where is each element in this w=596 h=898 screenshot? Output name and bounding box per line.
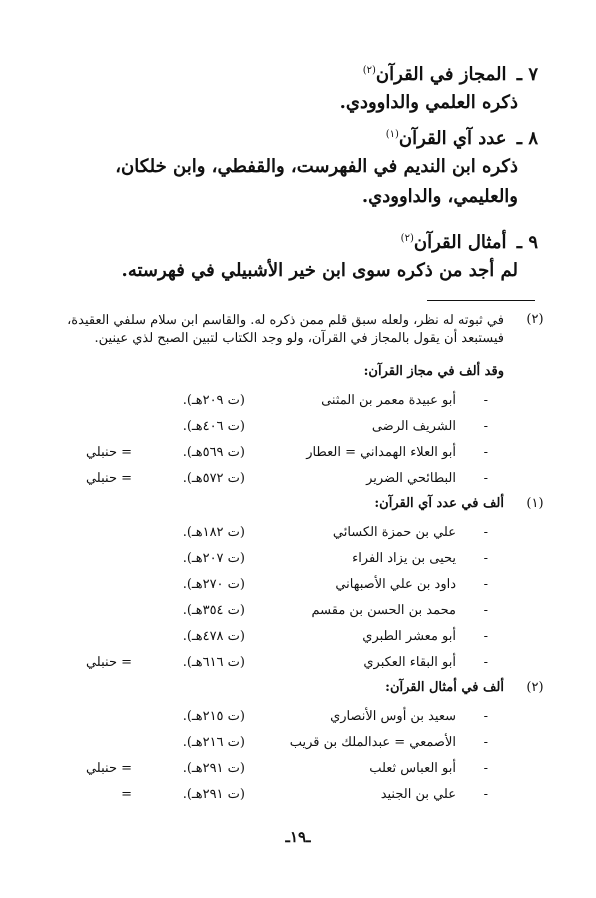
list-item <box>0 416 596 438</box>
scholar-name: أبو العباس ثعلب <box>369 761 456 776</box>
item-8 <box>48 122 538 212</box>
death-date: (ت ٥٦٩هـ). <box>182 445 245 460</box>
item-text: لم أجد من ذكره سوى ابن خير الأشبيلي في فهرسته. <box>121 260 518 281</box>
scholar-name: أبو العلاء الهمداني = العطار <box>306 445 456 460</box>
scholar-name: داود بن علي الأصبهاني <box>335 577 456 592</box>
scholar-name: الشريف الرضى <box>371 419 456 434</box>
footnote-heading: ألف في أمثال القرآن: <box>385 680 504 695</box>
list-dash: - <box>483 603 488 618</box>
scholar-name: البطائحي الضرير <box>366 471 456 486</box>
death-date: (ت ٦١٦هـ). <box>182 655 245 670</box>
list-dash: - <box>483 735 488 750</box>
item-title-text: المجاز في القرآن <box>375 64 507 85</box>
death-date: (ت ٢٩١هـ). <box>182 761 245 776</box>
item-number: ٧ ـ <box>516 64 538 85</box>
list-item <box>0 390 596 412</box>
list-item <box>0 574 596 596</box>
death-date: (ت ٤٧٨هـ). <box>182 629 245 644</box>
list-item <box>0 784 596 806</box>
footnote-text: في ثبوته له نظر، ولعله سبق قلم ممن ذكره له. والقاسم ابن سلام سلفي العقيدة، فيستبعد أن يقول بالمجاز في القرآن، ولو وجد الكتاب لتبين الصبح لذي عينين. <box>67 313 504 346</box>
death-date: (ت ٢١٥هـ). <box>182 709 245 724</box>
scholar-name: أبو معشر الطبري <box>362 629 456 644</box>
scholar-name: أبو عبيدة معمر بن المثنى <box>321 393 456 408</box>
madhhab-note: = حنبلي <box>85 655 132 670</box>
scholar-name: أبو البقاء العكبري <box>363 655 456 670</box>
death-date: (ت ٢٠٩هـ). <box>182 393 245 408</box>
death-date: (ت ٤٠٦هـ). <box>182 419 245 434</box>
list-item <box>0 732 596 754</box>
list-item <box>0 600 596 622</box>
madhhab-note: = <box>121 787 132 802</box>
item-title <box>48 58 538 88</box>
scholar-name: علي بن الجنيد <box>380 787 456 802</box>
item-title <box>48 122 538 152</box>
death-date: (ت ٣٥٤هـ). <box>182 603 245 618</box>
list-dash: - <box>483 629 488 644</box>
scholar-name: علي بن حمزة الكسائي <box>332 525 456 540</box>
death-date: (ت ٥٧٢هـ). <box>182 471 245 486</box>
death-date: (ت ٢١٦هـ). <box>182 735 245 750</box>
footnote-number: (٢) <box>526 312 544 327</box>
page-number: ـ١٩ـ <box>285 828 311 846</box>
list-dash: - <box>483 551 488 566</box>
scholar-name: سعيد بن أوس الأنصاري <box>330 709 456 724</box>
list-item <box>0 706 596 728</box>
list-item <box>0 442 596 464</box>
madhhab-note: = حنبلي <box>85 471 132 486</box>
death-date: (ت ٢٩١هـ). <box>182 787 245 802</box>
list-dash: - <box>483 445 488 460</box>
scholar-name: محمد بن الحسن بن مقسم <box>311 603 456 618</box>
scholar-name: يحيى بن يزاد الفراء <box>352 551 456 566</box>
item-text: ذكره ابن النديم في الفهرست، والقفطي، وابن خلكان، والعليمي، والداوودي. <box>115 156 518 207</box>
death-date: (ت ٢٠٧هـ). <box>182 551 245 566</box>
item-number: ٨ ـ <box>516 128 538 149</box>
list-dash: - <box>483 787 488 802</box>
item-7 <box>48 58 538 118</box>
item-9 <box>48 226 538 286</box>
list-dash: - <box>483 471 488 486</box>
footnote-heading: ألف في عدد آي القرآن: <box>374 496 504 511</box>
death-date: (ت ١٨٢هـ). <box>182 525 245 540</box>
list-item <box>0 468 596 490</box>
list-dash: - <box>483 709 488 724</box>
list-dash: - <box>483 419 488 434</box>
list-dash: - <box>483 525 488 540</box>
list-dash: - <box>483 577 488 592</box>
footnote-ref: (٢) <box>362 65 376 76</box>
list-item <box>0 626 596 648</box>
item-number: ٩ ـ <box>516 232 538 253</box>
list-item <box>0 548 596 570</box>
footnote-number: (٢) <box>526 680 544 695</box>
list-item <box>0 652 596 674</box>
list-dash: - <box>483 655 488 670</box>
item-title-text: عدد آي القرآن <box>398 128 507 149</box>
scholar-name: الأصمعي = عبدالملك بن قريب <box>289 735 456 750</box>
death-date: (ت ٢٧٠هـ). <box>182 577 245 592</box>
madhhab-note: = حنبلي <box>85 445 132 460</box>
footnote-number: (١) <box>526 496 544 511</box>
item-title-text: أمثال القرآن <box>413 232 507 253</box>
footnote-ref: (٢) <box>400 233 414 244</box>
item-title <box>48 226 538 256</box>
footnote-ref: (١) <box>385 129 399 140</box>
list-dash: - <box>483 761 488 776</box>
footnote-heading: وقد ألف في مجاز القرآن: <box>363 364 504 379</box>
item-text: ذكره العلمي والداوودي. <box>339 92 518 113</box>
list-dash: - <box>483 393 488 408</box>
list-item <box>0 522 596 544</box>
list-item <box>0 758 596 780</box>
footnote-separator <box>427 300 535 301</box>
madhhab-note: = حنبلي <box>85 761 132 776</box>
